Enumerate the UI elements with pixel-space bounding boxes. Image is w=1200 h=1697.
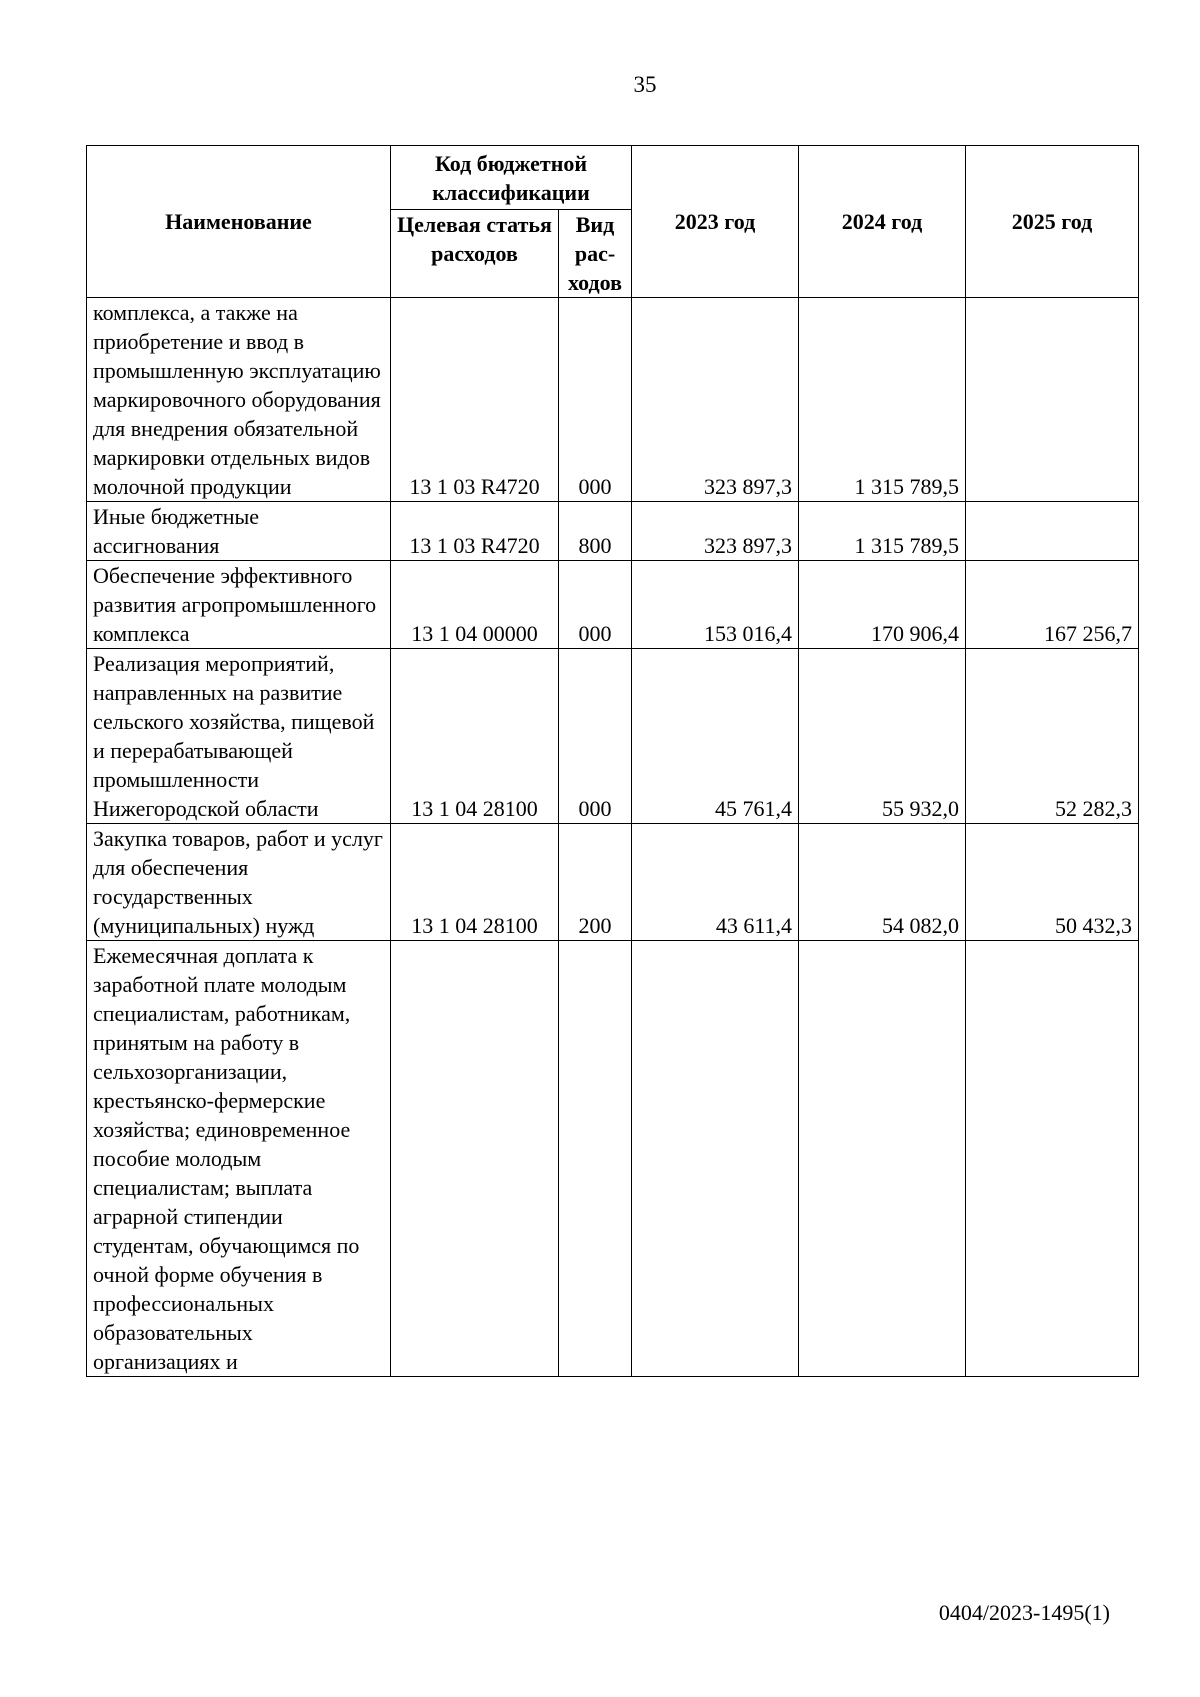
table-row (87, 824, 1139, 941)
table-row (87, 941, 1139, 1377)
row-expense-type (559, 941, 632, 1377)
header-expense-type: Вид рас-ходов (559, 210, 632, 298)
row-value-2023: 323 897,3 (632, 298, 799, 502)
row-expense-type: 000 (559, 298, 632, 502)
row-value-2023: 323 897,3 (632, 502, 799, 561)
header-target-article: Целевая статья расходов (391, 210, 559, 298)
row-name: Закупка товаров, работ и услуг для обеспечения государственных (муниципальных) нужд (87, 824, 391, 941)
row-value-2025 (966, 298, 1139, 502)
row-target-article: 13 1 03 R4720 (391, 502, 559, 561)
row-value-2025: 52 282,3 (966, 649, 1139, 824)
row-value-2024 (799, 941, 966, 1377)
row-value-2024: 55 932,0 (799, 649, 966, 824)
header-code-group: Код бюджетной классификации (391, 146, 632, 210)
header-year-2023: 2023 год (632, 146, 799, 298)
row-name: комплекса, а также на приобретение и ввод в промышленную эксплуатацию маркировочного оборудования для внедрения обязательной маркировки отдельных видов молочной продукции (87, 298, 391, 502)
row-value-2025: 167 256,7 (966, 561, 1139, 649)
table-row (87, 561, 1139, 649)
row-value-2025: 50 432,3 (966, 824, 1139, 941)
row-target-article (391, 941, 559, 1377)
header-year-2024: 2024 год (799, 146, 966, 298)
row-target-article: 13 1 04 28100 (391, 824, 559, 941)
row-name: Обеспечение эффективного развития агропромышленного комплекса (87, 561, 391, 649)
row-target-article: 13 1 04 00000 (391, 561, 559, 649)
row-value-2024: 1 315 789,5 (799, 502, 966, 561)
row-value-2024: 170 906,4 (799, 561, 966, 649)
header-year-2025: 2025 год (966, 146, 1139, 298)
row-name: Реализация мероприятий, направленных на развитие сельского хозяйства, пищевой и перерабатывающей промышленности Нижегородской области (87, 649, 391, 824)
row-value-2023: 153 016,4 (632, 561, 799, 649)
row-expense-type: 000 (559, 561, 632, 649)
row-target-article: 13 1 03 R4720 (391, 298, 559, 502)
budget-table (86, 145, 1139, 1377)
table-row (87, 298, 1139, 502)
row-value-2023: 45 761,4 (632, 649, 799, 824)
row-value-2023 (632, 941, 799, 1377)
row-target-article: 13 1 04 28100 (391, 649, 559, 824)
header-name: Наименование (87, 146, 391, 298)
table-row (87, 502, 1139, 561)
row-expense-type: 000 (559, 649, 632, 824)
row-name: Иные бюджетные ассигнования (87, 502, 391, 561)
row-expense-type: 800 (559, 502, 632, 561)
row-value-2024: 1 315 789,5 (799, 298, 966, 502)
row-value-2024: 54 082,0 (799, 824, 966, 941)
table-row (87, 649, 1139, 824)
row-value-2025 (966, 502, 1139, 561)
row-value-2023: 43 611,4 (632, 824, 799, 941)
row-expense-type: 200 (559, 824, 632, 941)
row-value-2025 (966, 941, 1139, 1377)
row-name: Ежемесячная доплата к заработной плате молодым специалистам, работникам, принятым на работу в сельхозорганизации, крестьянско-фермерские хозяйства; единовременное пособие молодым специалистам; выплата аграрной стипендии студентам, обучающимся по очной форме обучения в профессиональных образовательных организациях и (87, 941, 391, 1377)
document-id: 0404/2023-1495(1) (938, 1600, 1110, 1625)
page-number: 35 (633, 72, 657, 97)
